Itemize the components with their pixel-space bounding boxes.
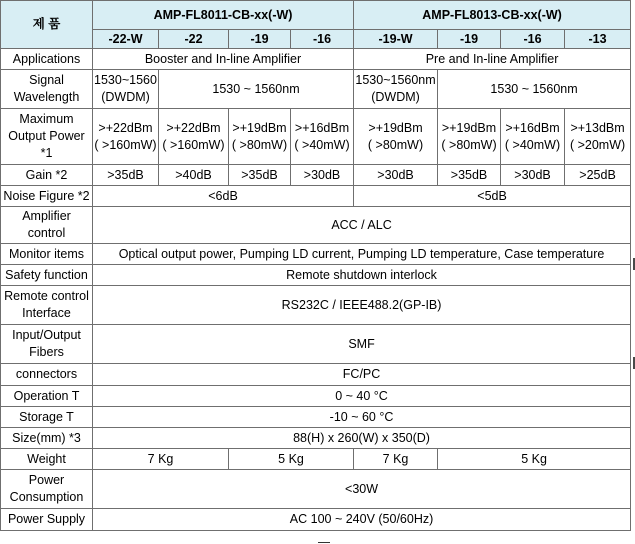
wavelength-a-dwdm [93, 70, 159, 109]
wavelength-label-line2: Wavelength [13, 90, 80, 104]
gain-cell: >35dB [438, 165, 501, 186]
row-connectors [1, 364, 631, 386]
power-consumption-label-line2: Consumption [9, 490, 84, 504]
wavelength-b-dwdm-line2: (DWDM) [371, 90, 420, 104]
gain-label: Gain *2 [1, 165, 93, 186]
output-power-label-line1: Maximum [19, 112, 74, 126]
wavelength-b-dwdm [354, 70, 438, 109]
variant-header: -16 [291, 30, 354, 49]
output-power-cell [501, 109, 565, 165]
wavelength-label-line1: Signal [29, 73, 64, 87]
noise-figure-a: <6dB [93, 186, 354, 207]
remote-control-value: RS232C / IEEE488.2(GP-IB) [93, 286, 631, 325]
amplifier-control-label-line2: control [27, 226, 66, 240]
weight-label: Weight [1, 449, 93, 470]
size-value: 88(H) x 260(W) x 350(D) [93, 428, 631, 449]
gain-cell: >30dB [501, 165, 565, 186]
io-fibers-value: SMF [93, 325, 631, 364]
power-supply-label: Power Supply [1, 509, 93, 531]
noise-figure-b: <5dB [354, 186, 631, 207]
applications-label: Applications [1, 49, 93, 70]
gain-cell: >30dB [291, 165, 354, 186]
header-row-models [1, 1, 631, 30]
wavelength-a-rest: 1530 ~ 1560nm [159, 70, 354, 109]
row-gain [1, 165, 631, 186]
output-power-dbm: >+16dBm [294, 120, 350, 135]
remote-control-label-line1: Remote control [4, 289, 89, 303]
output-power-label-line3: *1 [40, 146, 53, 160]
monitor-items-label: Monitor items [1, 244, 93, 265]
output-power-label-line2: Output Power [8, 129, 85, 143]
row-io-fibers [1, 325, 631, 364]
power-consumption-label-line1: Power [28, 473, 65, 487]
power-consumption-label [1, 470, 93, 509]
output-power-cell [438, 109, 501, 165]
output-power-dbm: >+13dBm [570, 120, 625, 135]
row-applications [1, 49, 631, 70]
wavelength-label [1, 70, 93, 109]
io-fibers-label-line2: Fibers [29, 345, 64, 359]
variant-header: -19 [438, 30, 501, 49]
connectors-value: FC/PC [93, 364, 631, 386]
output-power-cell [229, 109, 291, 165]
output-power-dbm: >+19dBm [441, 120, 497, 135]
variant-header: -19-W [354, 30, 438, 49]
storage-t-label: Storage T [1, 407, 93, 428]
model-b-header: AMP-FL8013-CB-xx(-W) [354, 1, 631, 30]
connectors-label: connectors [1, 364, 93, 386]
wavelength-a-dwdm-line1: 1530~1560 [94, 73, 157, 87]
wavelength-b-dwdm-line1: 1530~1560nm [355, 73, 436, 87]
gain-cell: >35dB [93, 165, 159, 186]
amplifier-control-value: ACC / ALC [93, 207, 631, 244]
variant-header: -22 [159, 30, 229, 49]
weight-cell: 5 Kg [438, 449, 631, 470]
output-power-cell [291, 109, 354, 165]
row-wavelength [1, 70, 631, 109]
output-power-dbm: >+16dBm [505, 120, 560, 135]
output-power-cell [93, 109, 159, 165]
output-power-mw: ( >80mW) [367, 137, 424, 152]
row-monitor-items [1, 244, 631, 265]
operation-t-value: 0 ~ 40 °C [93, 386, 631, 407]
safety-function-value: Remote shutdown interlock [93, 265, 631, 286]
power-consumption-value: <30W [93, 470, 631, 509]
output-power-mw: ( >20mW) [569, 137, 626, 152]
remote-control-label-line2: Interface [22, 306, 71, 320]
safety-function-label: Safety function [1, 265, 93, 286]
row-noise-figure [1, 186, 631, 207]
output-power-mw: ( >80mW) [441, 137, 497, 152]
gain-cell: >35dB [229, 165, 291, 186]
output-power-mw: ( >40mW) [504, 137, 561, 152]
row-power-consumption [1, 470, 631, 509]
output-power-mw: ( >160mW) [94, 137, 157, 152]
row-remote-control [1, 286, 631, 325]
storage-t-value: -10 ~ 60 °C [93, 407, 631, 428]
amplifier-control-label-line1: Amplifier [22, 209, 71, 223]
variant-header: -13 [565, 30, 631, 49]
model-label-cell: 제 품 [1, 1, 93, 49]
gain-cell: >30dB [354, 165, 438, 186]
output-power-label [1, 109, 93, 165]
amplifier-control-label [1, 207, 93, 244]
wavelength-b-rest: 1530 ~ 1560nm [438, 70, 631, 109]
io-fibers-label [1, 325, 93, 364]
output-power-mw: ( >40mW) [294, 137, 350, 152]
header-row-variants [1, 30, 631, 49]
output-power-mw: ( >160mW) [162, 137, 225, 152]
output-power-dbm: >+19dBm [232, 120, 287, 135]
wavelength-a-dwdm-line2: (DWDM) [101, 90, 150, 104]
operation-t-label: Operation T [1, 386, 93, 407]
gain-cell: >25dB [565, 165, 631, 186]
weight-cell: 7 Kg [93, 449, 229, 470]
applications-b: Pre and In-line Amplifier [354, 49, 631, 70]
model-a-header: AMP-FL8011-CB-xx(-W) [93, 1, 354, 30]
output-power-cell [565, 109, 631, 165]
io-fibers-label-line1: Input/Output [12, 328, 81, 342]
row-power-supply [1, 509, 631, 531]
row-weight [1, 449, 631, 470]
gain-cell: >40dB [159, 165, 229, 186]
output-power-cell [354, 109, 438, 165]
weight-cell: 5 Kg [229, 449, 354, 470]
output-power-dbm: >+19dBm [368, 120, 423, 135]
row-safety-function [1, 265, 631, 286]
row-storage-t [1, 407, 631, 428]
output-power-mw: ( >80mW) [231, 137, 288, 152]
noise-figure-label: Noise Figure *2 [1, 186, 93, 207]
size-label: Size(mm) *3 [1, 428, 93, 449]
variant-header: -22-W [93, 30, 159, 49]
row-amplifier-control [1, 207, 631, 244]
variant-header: -16 [501, 30, 565, 49]
applications-a: Booster and In-line Amplifier [93, 49, 354, 70]
weight-cell: 7 Kg [354, 449, 438, 470]
output-power-cell [159, 109, 229, 165]
row-size [1, 428, 631, 449]
variant-header: -19 [229, 30, 291, 49]
row-output-power [1, 109, 631, 165]
remote-control-label [1, 286, 93, 325]
edge-marker [318, 542, 330, 543]
power-supply-value: AC 100 ~ 240V (50/60Hz) [93, 509, 631, 531]
monitor-items-value: Optical output power, Pumping LD current, Pumping LD temperature, Case temperature [93, 244, 631, 265]
row-operation-t [1, 386, 631, 407]
output-power-dbm: >+22dBm [166, 120, 221, 135]
output-power-dbm: >+22dBm [98, 120, 153, 135]
